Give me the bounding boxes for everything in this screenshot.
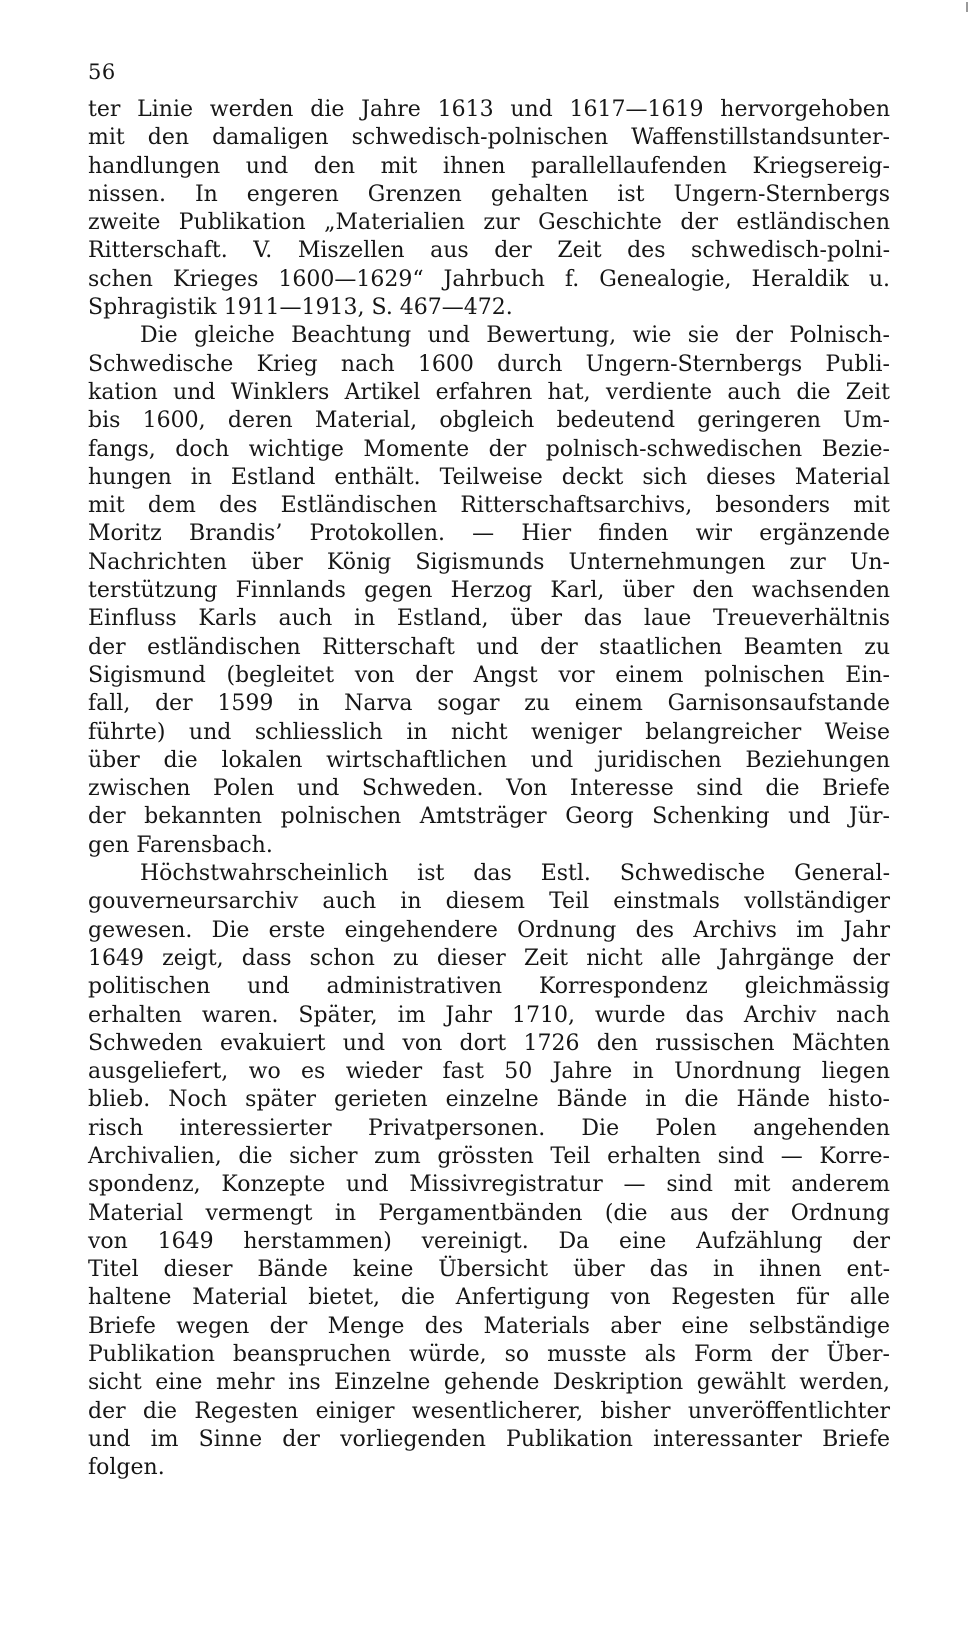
- text-line: der estländischen Ritterschaft und der staatlichen Beamten zu: [88, 634, 890, 660]
- scan-edge-mark: [966, 2, 968, 12]
- text-line: blieb. Noch später gerieten einzelne Bände in die Hände histo-: [88, 1087, 890, 1113]
- text-line: über die lokalen wirtschaftlichen und juridischen Beziehungen: [88, 747, 890, 773]
- text-line: Höchstwahrscheinlich ist das Estl. Schwedische General-: [140, 861, 890, 887]
- text-line: und im Sinne der vorliegenden Publikation interessanter Briefe: [88, 1426, 890, 1452]
- text-line: spondenz, Konzepte und Missivregistratur — sind mit anderem: [88, 1172, 890, 1198]
- text-line: handlungen und den mit ihnen parallellaufenden Kriegsereig-: [88, 153, 890, 179]
- text-line: nissen. In engeren Grenzen gehalten ist Ungern-Sternbergs: [88, 181, 890, 207]
- text-line: fangs, doch wichtige Momente der polnisch-schwedischen Bezie-: [88, 436, 890, 462]
- text-line: gen Farensbach.: [88, 832, 273, 858]
- text-line: Material vermengt in Pergamentbänden (die aus der Ordnung: [88, 1200, 890, 1226]
- text-line: Briefe wegen der Menge des Materials aber eine selbständige: [88, 1313, 890, 1339]
- text-line: politischen und administrativen Korrespondenz gleichmässig: [88, 974, 890, 1000]
- text-line: risch interessierter Privatpersonen. Die Polen angehenden: [88, 1115, 890, 1141]
- text-line: Die gleiche Beachtung und Bewertung, wie sie der Polnisch-: [140, 323, 890, 349]
- text-line: fall, der 1599 in Narva sogar zu einem Garnisonsaufstande: [88, 691, 890, 717]
- text-line: der bekannten polnischen Amtsträger Georg Schenking und Jür-: [88, 804, 890, 830]
- text-line: 1649 zeigt, dass schon zu dieser Zeit nicht alle Jahrgänge der: [88, 945, 890, 971]
- text-line: Schwedische Krieg nach 1600 durch Ungern-Sternbergs Publi-: [88, 351, 890, 377]
- text-line: Schweden evakuiert und von dort 1726 den russischen Mächten: [88, 1030, 890, 1056]
- text-line: kation und Winklers Artikel erfahren hat, verdiente auch die Zeit: [88, 379, 890, 405]
- text-line: Moritz Brandis’ Protokollen. — Hier finden wir ergänzende: [88, 521, 890, 547]
- text-line: mit den damaligen schwedisch-polnischen Waffenstillstandsunter-: [88, 125, 890, 151]
- text-line: terstützung Finnlands gegen Herzog Karl, über den wachsenden: [88, 578, 890, 604]
- text-line: ausgeliefert, wo es wieder fast 50 Jahre in Unordnung liegen: [88, 1059, 890, 1085]
- body-text: [88, 96, 890, 1483]
- paragraph: [88, 96, 890, 322]
- text-line: zwischen Polen und Schweden. Von Interesse sind die Briefe: [88, 776, 890, 802]
- page-number: 56: [88, 60, 116, 84]
- text-line: Einfluss Karls auch in Estland, über das laue Treueverhältnis: [88, 606, 890, 632]
- text-line: gouverneursarchiv auch in diesem Teil einstmals vollständiger: [88, 889, 890, 915]
- text-line: schen Krieges 1600—1629“ Jahrbuch f. Genealogie, Heraldik u.: [88, 266, 890, 292]
- text-line: Archivalien, die sicher zum grössten Teil erhalten sind — Korre-: [88, 1143, 890, 1169]
- paragraph: [88, 860, 890, 1483]
- text-line: Ritterschaft. V. Miszellen aus der Zeit des schwedisch-polni-: [88, 238, 890, 264]
- text-line: sicht eine mehr ins Einzelne gehende Deskription gewählt werden,: [88, 1370, 890, 1396]
- text-line: erhalten waren. Später, im Jahr 1710, wurde das Archiv nach: [88, 1002, 890, 1028]
- text-line: haltene Material bietet, die Anfertigung von Regesten für alle: [88, 1285, 890, 1311]
- text-line: zweite Publikation „Materialien zur Geschichte der estländischen: [88, 210, 890, 236]
- paragraph: [88, 322, 890, 860]
- text-line: Publikation beanspruchen würde, so musste als Form der Über-: [88, 1342, 890, 1368]
- text-line: folgen.: [88, 1455, 165, 1481]
- text-line: hungen in Estland enthält. Teilweise deckt sich dieses Material: [88, 464, 890, 490]
- text-line: Sphragistik 1911—1913, S. 467—472.: [88, 295, 513, 321]
- text-line: Titel dieser Bände keine Übersicht über das in ihnen ent-: [88, 1257, 890, 1283]
- text-line: bis 1600, deren Material, obgleich bedeutend geringeren Um-: [88, 408, 890, 434]
- text-line: der die Regesten einiger wesentlicherer, bisher unveröffentlichter: [88, 1398, 890, 1424]
- text-line: Nachrichten über König Sigismunds Unternehmungen zur Un-: [88, 549, 890, 575]
- text-line: mit dem des Estländischen Ritterschaftsarchivs, besonders mit: [88, 493, 890, 519]
- text-line: führte) und schliesslich in nicht weniger belangreicher Weise: [88, 719, 890, 745]
- text-line: ter Linie werden die Jahre 1613 und 1617—1619 hervorgehoben: [88, 97, 890, 122]
- text-line: gewesen. Die erste eingehendere Ordnung des Archivs im Jahr: [88, 917, 890, 943]
- text-line: Sigismund (begleitet von der Angst vor einem polnischen Ein-: [88, 662, 890, 688]
- text-line: von 1649 herstammen) vereinigt. Da eine Aufzählung der: [88, 1228, 890, 1254]
